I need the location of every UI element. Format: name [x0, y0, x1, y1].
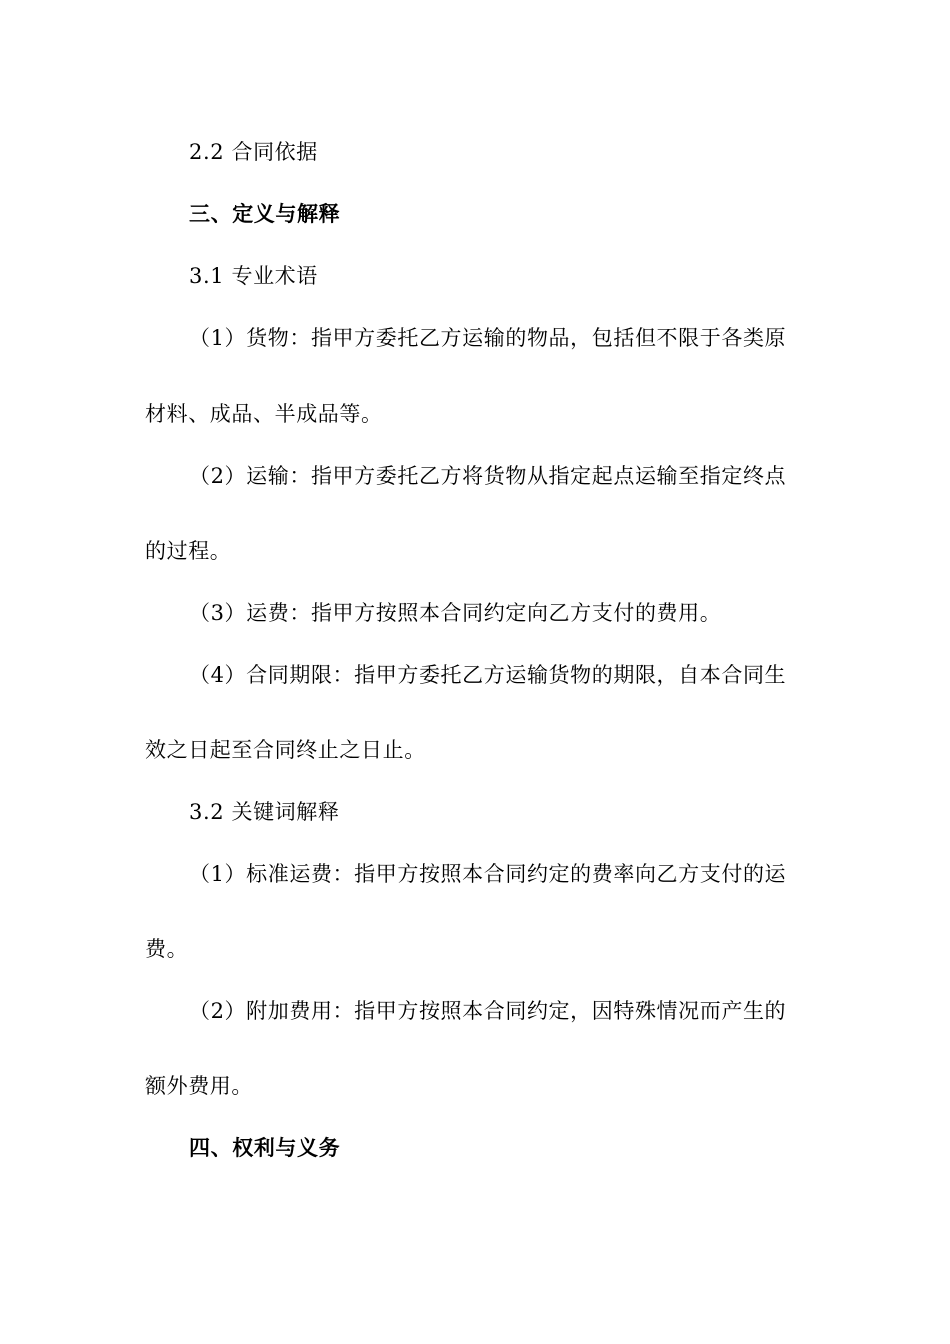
term-1-line-2: 材料、成品、半成品等。 — [145, 402, 383, 426]
term-2-line-1: （2）运输：指甲方委托乙方将货物从指定起点运输至指定终点 — [189, 464, 787, 488]
term-2-line-2: 的过程。 — [145, 539, 232, 563]
term-4-line-2: 效之日起至合同终止之日止。 — [145, 738, 426, 762]
keyword-1-line-1: （1）标准运费：指甲方按照本合同约定的费率向乙方支付的运 — [189, 862, 787, 886]
term-4-line-1: （4）合同期限：指甲方委托乙方运输货物的期限，自本合同生 — [189, 663, 787, 687]
keyword-1-line-2: 费。 — [145, 937, 189, 961]
term-3-line: （3）运费：指甲方按照本合同约定向乙方支付的费用。 — [189, 601, 722, 625]
chapter-3-heading: 三、定义与解释 — [189, 201, 341, 226]
section-3-1-heading: 3.1 专业术语 — [189, 264, 318, 288]
section-2-2-heading: 2.2 合同依据 — [189, 140, 318, 164]
section-3-2-heading: 3.2 关键词解释 — [189, 800, 340, 824]
keyword-2-line-1: （2）附加费用：指甲方按照本合同约定，因特殊情况而产生的 — [189, 999, 787, 1023]
term-1-line-1: （1）货物：指甲方委托乙方运输的物品，包括但不限于各类原 — [189, 326, 787, 350]
keyword-2-line-2: 额外费用。 — [145, 1074, 253, 1098]
chapter-4-heading: 四、权利与义务 — [189, 1135, 341, 1160]
